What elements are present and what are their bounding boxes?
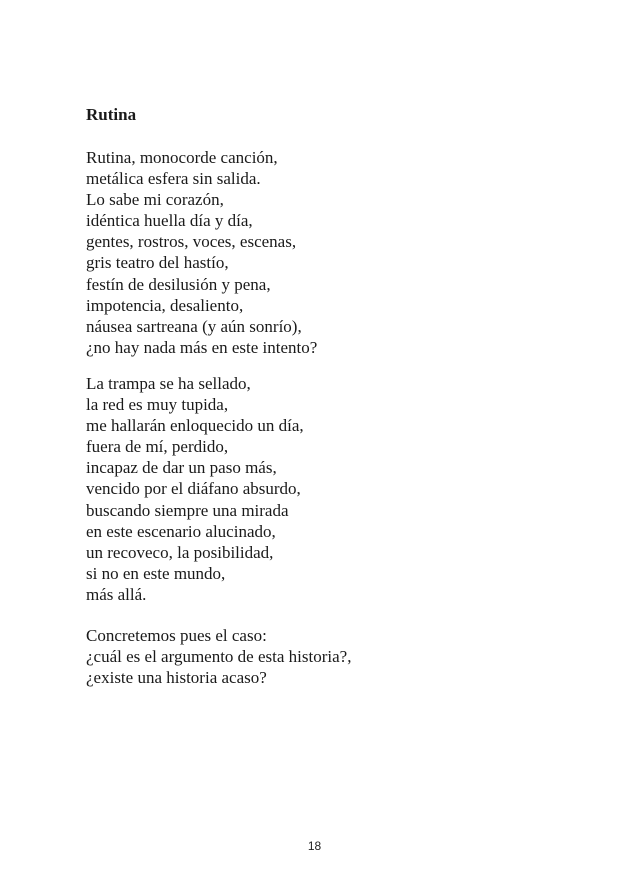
poem-line: si no en este mundo,	[86, 563, 226, 583]
poem-line: un recoveco, la posibilidad,	[86, 542, 274, 562]
poem-line: incapaz de dar un paso más,	[86, 458, 277, 478]
page-number: 18	[307, 839, 322, 853]
poem-line: impotencia, desaliento,	[86, 295, 244, 315]
poem-title: Rutina	[86, 105, 137, 124]
poem-line: náusea sartreana (y aún sonrío),	[86, 316, 302, 336]
poem-line: Concretemos pues el caso:	[86, 626, 267, 645]
poem-line: ¿no hay nada más en este intento?	[86, 337, 318, 357]
poem-line: gris teatro del hastío,	[86, 253, 229, 273]
poem-line: más allá.	[86, 584, 147, 604]
poem-line: La trampa se ha sellado,	[86, 374, 251, 393]
poem-line: me hallarán enloquecido un día,	[86, 416, 304, 436]
poem-line: en este escenario alucinado,	[86, 521, 276, 541]
poem-line: la red es muy tupida,	[86, 395, 229, 415]
poem-line: ¿cuál es el argumento de esta historia?,	[86, 647, 352, 667]
poem-line: fuera de mí, perdido,	[86, 437, 229, 457]
poem-line: metálica esfera sin salida.	[86, 169, 261, 189]
stanza-2	[86, 373, 304, 605]
poem-line: buscando siempre una mirada	[86, 500, 289, 520]
stanza-1	[86, 147, 317, 358]
poem-line: idéntica huella día y día,	[86, 211, 253, 231]
poem-line: Lo sabe mi corazón,	[86, 190, 224, 210]
poem-line: gentes, rostros, voces, escenas,	[86, 232, 297, 252]
poem-line: festín de desilusión y pena,	[86, 274, 271, 294]
poem-line: vencido por el diáfano absurdo,	[86, 479, 301, 499]
poem-line: ¿existe una historia acaso?	[86, 668, 267, 688]
poem-line: Rutina, monocorde canción,	[86, 148, 278, 167]
stanza-3	[86, 625, 351, 688]
